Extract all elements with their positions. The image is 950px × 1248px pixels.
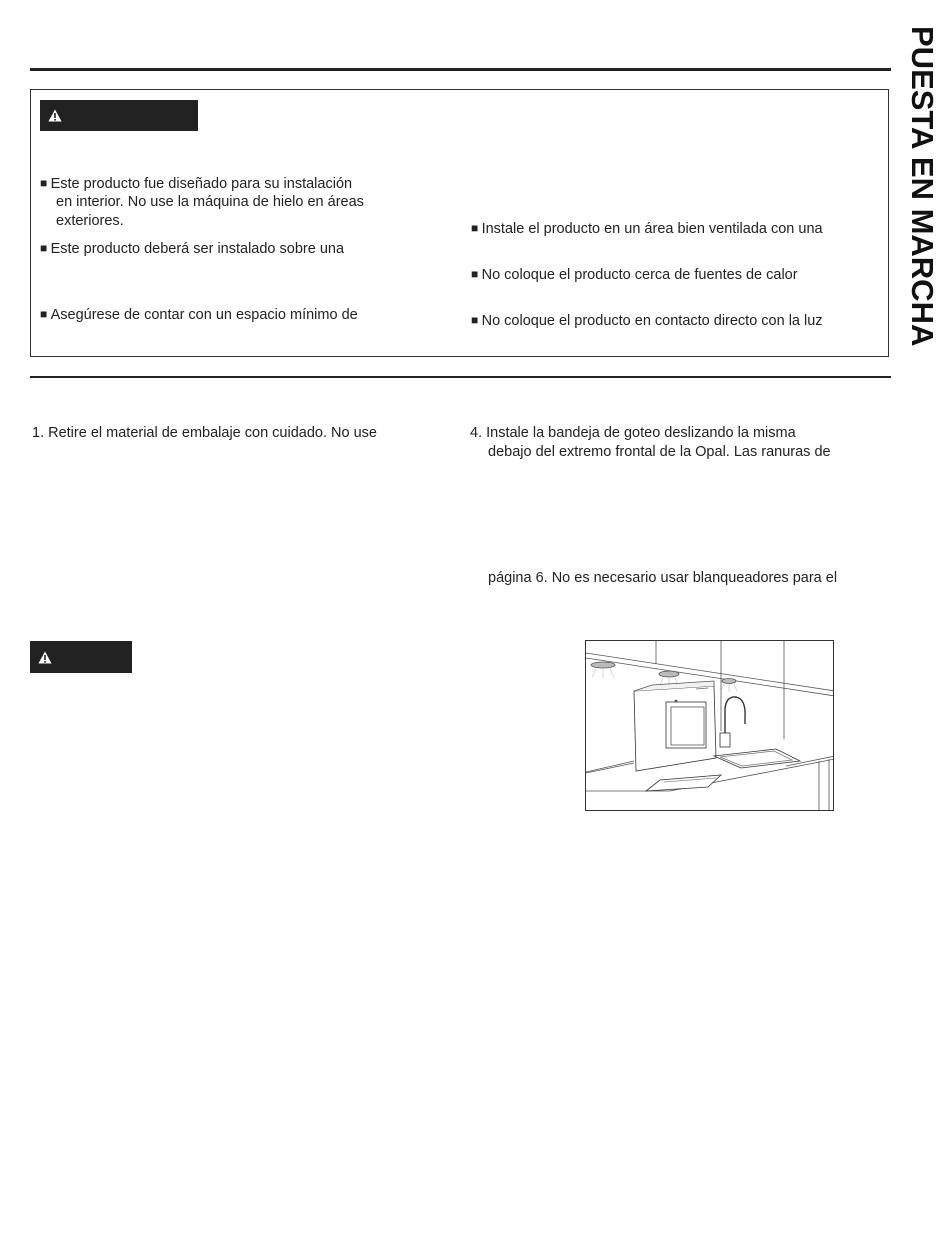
warning-item-indoor-line3: exteriores. (56, 213, 124, 229)
warning-item-sunlight: ■ No coloque el producto en contacto directo con la luz (471, 311, 823, 331)
step-4-line1: 4. Instale la bandeja de goteo deslizando la misma (470, 425, 796, 441)
section-rule (30, 376, 891, 378)
step-1-text: 1. Retire el material de embalaje con cuidado. No use (32, 425, 377, 441)
warning-item-heat-sources: ■ No coloque el producto cerca de fuentes de calor (471, 265, 798, 285)
warning-item-indoor-line1: ■ Este producto fue diseñado para su instalación (40, 174, 352, 194)
warning-bar (40, 100, 198, 131)
warning-item-clearance: ■ Asegúrese de contar con un espacio mínimo de (40, 305, 358, 325)
ice-maker-counter-figure (585, 640, 834, 811)
warning-item-surface: ■ Este producto deberá ser instalado sobre una (40, 239, 344, 259)
top-rule (30, 68, 891, 71)
warning-item-indoor-line2: en interior. No use la máquina de hielo en áreas (56, 194, 364, 210)
figure-caption-artifact (585, 814, 834, 820)
step-4-line2: debajo del extremo frontal de la Opal. Las ranuras de (488, 444, 831, 460)
warning-box (30, 89, 889, 357)
warning-item-ventilation: ■ Instale el producto en un área bien ventilada con una (471, 219, 823, 239)
warning-triangle-icon (38, 651, 52, 664)
ice-maker-on-counter-illustration (586, 641, 834, 811)
side-section-title: PUESTA EN MARCHA (905, 26, 940, 347)
warning-bar-2 (30, 641, 132, 673)
warning-triangle-icon (48, 109, 62, 122)
step-4-line3: página 6. No es necesario usar blanqueadores para el (488, 570, 838, 586)
